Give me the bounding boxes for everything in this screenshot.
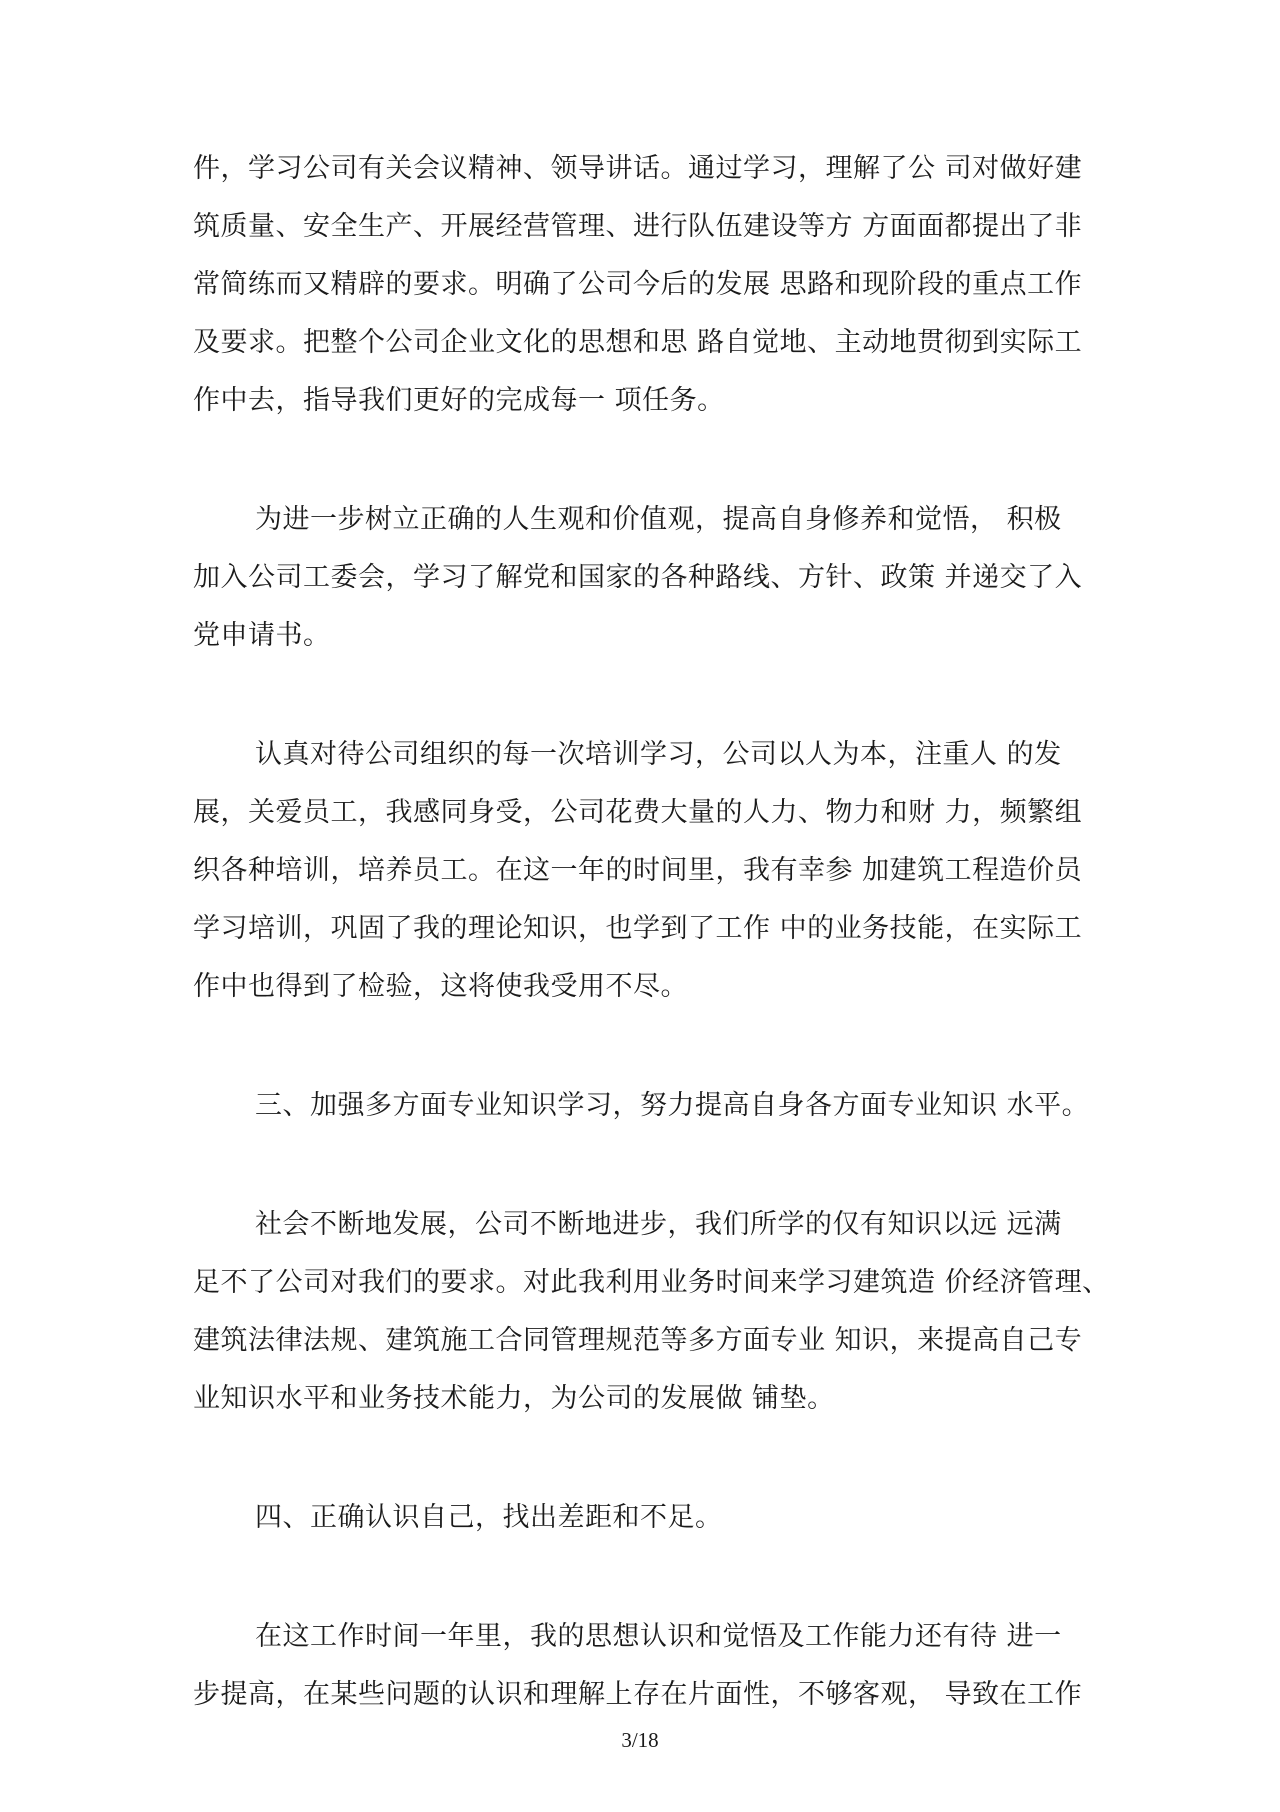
text-line: 在这工作时间一年里，我的思想认识和觉悟及工作能力还有待 进一 bbox=[255, 1621, 1062, 1652]
text-line: 三、加强多方面专业知识学习，努力提高自身各方面专业知识 水平。 bbox=[255, 1090, 1090, 1121]
page-number: 3/18 bbox=[621, 1728, 659, 1752]
text-line: 建筑法律法规、建筑施工合同管理规范等多方面专业 知识，来提高自己专 bbox=[193, 1325, 1083, 1356]
text-line: 认真对待公司组织的每一次培训学习，公司以人为本，注重人 的发 bbox=[255, 739, 1062, 770]
text-line: 社会不断地发展，公司不断地进步，我们所学的仅有知识以远 远满 bbox=[255, 1209, 1062, 1240]
paragraph-3 bbox=[193, 726, 1098, 1016]
text-line: 及要求。把整个公司企业文化的思想和思 路自觉地、主动地贯彻到实际工 bbox=[193, 327, 1083, 358]
text-line: 作中也得到了检验，这将使我受用不尽。 bbox=[193, 971, 688, 1002]
text-line: 为进一步树立正确的人生观和价值观，提高自身修养和觉悟， 积极 bbox=[255, 504, 1062, 535]
paragraph-4 bbox=[193, 1196, 1110, 1428]
text-line: 四、正确认识自己，找出差距和不足。 bbox=[255, 1502, 723, 1533]
text-line: 件，学习公司有关会议精神、领导讲话。通过学习，理解了公 司对做好建 bbox=[193, 153, 1083, 184]
text-line: 展，关爱员工，我感同身受，公司花费大量的人力、物力和财 力，频繁组 bbox=[193, 797, 1083, 828]
text-line: 筑质量、安全生产、开展经营管理、进行队伍建设等方 方面面都提出了非 bbox=[193, 211, 1083, 242]
text-line: 常简练而又精辟的要求。明确了公司今后的发展 思路和现阶段的重点工作 bbox=[193, 269, 1083, 300]
paragraph-1 bbox=[193, 140, 1098, 430]
text-line: 作中去，指导我们更好的完成每一 项任务。 bbox=[193, 385, 725, 416]
text-line: 织各种培训，培养员工。在这一年的时间里，我有幸参 加建筑工程造价员 bbox=[193, 855, 1083, 886]
text-line: 学习培训，巩固了我的理论知识，也学到了工作 中的业务技能，在实际工 bbox=[193, 913, 1083, 944]
text-line: 业知识水平和业务技术能力，为公司的发展做 铺垫。 bbox=[193, 1383, 835, 1414]
text-line: 加入公司工委会，学习了解党和国家的各种路线、方针、政策 并递交了入 bbox=[193, 562, 1083, 593]
text-line: 党申请书。 bbox=[193, 620, 331, 651]
text-line: 步提高，在某些问题的认识和理解上存在片面性，不够客观， 导致在工作 bbox=[193, 1679, 1083, 1710]
section-heading-3 bbox=[193, 1077, 1098, 1135]
section-heading-4 bbox=[193, 1489, 1098, 1547]
text-line: 足不了公司对我们的要求。对此我利用业务时间来学习建筑造 价经济管理、 bbox=[193, 1267, 1110, 1298]
paragraph-5 bbox=[193, 1608, 1098, 1724]
paragraph-2 bbox=[193, 491, 1098, 665]
document-body bbox=[193, 140, 1110, 1785]
